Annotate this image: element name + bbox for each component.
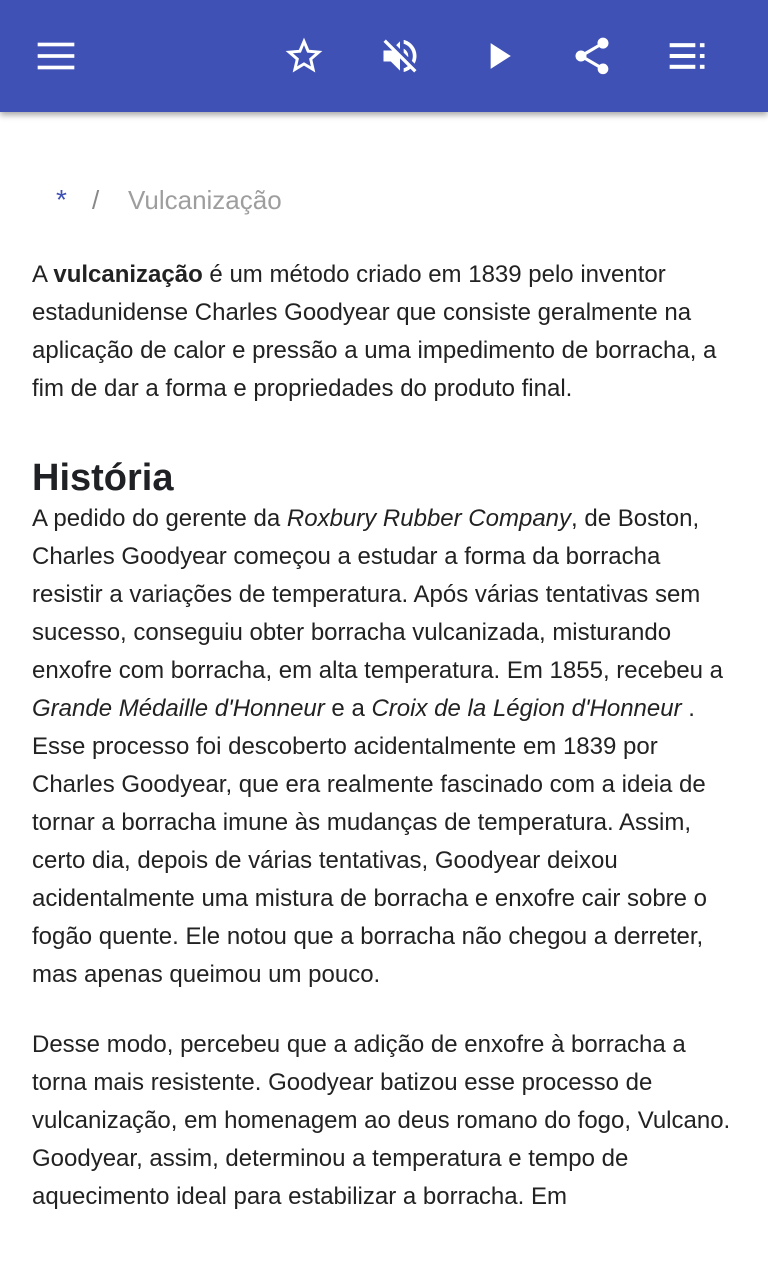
play-button[interactable] xyxy=(458,16,538,96)
mute-button[interactable] xyxy=(360,16,440,96)
breadcrumb-home-link[interactable]: * xyxy=(56,184,67,215)
intro-bold-term: vulcanização xyxy=(53,261,203,288)
breadcrumb xyxy=(32,182,736,218)
paragraph-text: , de Boston, Charles Goodyear começou a estudar a forma da borracha resistir a variações de temperatura. Após várias tentativas sem sucesso, conseguiu obter borracha vulcanizada, misturando enxofre com borracha, em alta temperatura. Em 1855, recebeu a xyxy=(32,505,724,684)
share-button[interactable] xyxy=(552,16,632,96)
menu-button[interactable] xyxy=(16,16,96,96)
playlist-icon xyxy=(666,34,710,78)
contents-button[interactable] xyxy=(648,16,728,96)
intro-text: A xyxy=(32,261,54,288)
paragraph-text: e a xyxy=(324,695,372,722)
play-icon xyxy=(476,34,520,78)
italic-text: Grande Médaille d'Honneur xyxy=(32,695,325,722)
volume-off-icon xyxy=(378,34,422,78)
paragraph-text: A pedido do gerente da xyxy=(32,505,287,532)
italic-text: Croix de la Légion d'Honneur xyxy=(371,695,682,722)
section-heading-historia: História xyxy=(32,457,174,499)
favorite-button[interactable] xyxy=(264,16,344,96)
article-body xyxy=(32,256,736,1216)
breadcrumb-current: Vulcanização xyxy=(128,185,282,215)
share-icon xyxy=(570,34,614,78)
paragraph-text: . Esse processo foi descoberto acidentalmente em 1839 por Charles Goodyear, que era realmente fascinado com a ideia de tornar a borracha imune às mudanças de temperatura. Assim, certo dia, depois de várias tentativas, Goodyear deixou acidentalmente uma mistura de borracha e enxofre cair sobre o fogão quente. Ele notou que a borracha não chegou a derreter, mas apenas queimou um pouco. xyxy=(32,695,708,988)
star-outline-icon xyxy=(282,34,326,78)
history-paragraph-2: Desse modo, percebeu que a adição de enxofre à borracha a torna mais resistente. Goodyear batizou esse processo de vulcanização, em homenagem ao deus romano do fogo, Vulcano. Goodyear, assim, determinou a temperatura e tempo de aquecimento ideal para estabilizar a borracha. Em xyxy=(32,1031,731,1210)
intro-paragraph xyxy=(32,256,736,408)
article-content xyxy=(32,112,736,1280)
app-toolbar xyxy=(0,0,768,112)
menu-icon xyxy=(36,36,76,76)
breadcrumb-separator: / xyxy=(92,185,100,215)
intro-text: é um método criado em 1839 pelo inventor estadunidense Charles Goodyear que consiste geralmente na aplicação de calor e pressão a uma impedimento de borracha, a fim de dar a forma e propriedades do produto final. xyxy=(32,261,717,402)
italic-text: Roxbury Rubber Company xyxy=(286,505,572,532)
history-paragraph-1 xyxy=(32,500,736,994)
